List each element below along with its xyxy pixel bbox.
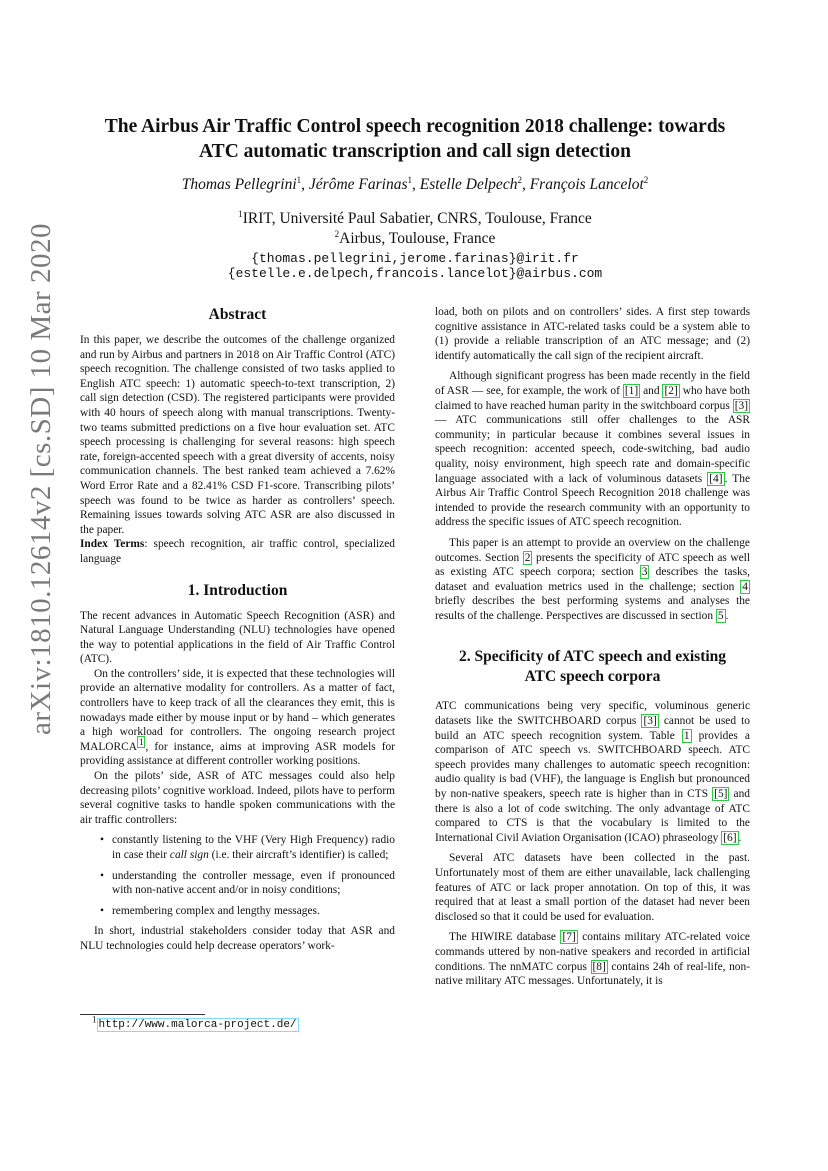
author-affiliation-mark: 2 bbox=[517, 174, 522, 185]
author-name: Thomas Pellegrini bbox=[181, 176, 297, 193]
section-link[interactable]: 2 bbox=[524, 551, 531, 564]
affiliation-number: 2 bbox=[334, 228, 340, 239]
affiliation-text: Airbus, Toulouse, France bbox=[339, 230, 496, 247]
bullet-emphasis: call sign bbox=[169, 849, 209, 861]
text-run: . bbox=[738, 831, 742, 844]
text-run: cannot be used to build an ATC speech recognition system. Table bbox=[435, 715, 750, 742]
author-affiliation-mark: 2 bbox=[643, 174, 649, 185]
section-2-paragraph-2: Several ATC datasets have been collected in the past. Unfortunately most of them are either unavailable, lack challenging features of ATC or lack proper annotation. On top of this, it was required that at least a small portion of the dataset had never been disclosed so that it could be used for evaluation. bbox=[435, 852, 750, 923]
paper-title bbox=[80, 114, 750, 164]
author-name: Jérôme Farinas bbox=[308, 176, 408, 193]
text-run: ATC communications being very specific, voluminous generic datasets like the SWITCHBOARD corpus bbox=[435, 700, 750, 728]
section-2-heading-line-2: ATC speech corpora bbox=[524, 668, 661, 686]
affiliation-1 bbox=[80, 210, 750, 228]
text-run: Although significant progress has been made recently in the field of ASR — see, for example, the work of bbox=[435, 370, 750, 397]
section-link[interactable]: 3 bbox=[641, 566, 648, 579]
text-run: . bbox=[725, 609, 729, 622]
right-paragraph-3 bbox=[435, 536, 750, 624]
footnote-url-link[interactable]: http://www.malorca-project.de/ bbox=[98, 1019, 297, 1031]
citation-link[interactable]: [3] bbox=[734, 399, 748, 412]
title-line-1: The Airbus Air Traffic Control speech recognition 2018 challenge: towards bbox=[104, 116, 726, 137]
list-item: • remembering complex and lengthy messages. bbox=[112, 904, 395, 919]
text-run: This paper is an attempt to provide an overview on the challenge outcomes. Section bbox=[435, 536, 750, 564]
author-affiliation-mark: 1 bbox=[407, 174, 412, 185]
bullet-text: (i.e. their aircraft’s identifier) is called; bbox=[208, 849, 389, 861]
pilot-task-list bbox=[80, 833, 395, 918]
table-link[interactable]: 1 bbox=[683, 729, 690, 742]
intro-paragraph-3: On the pilots’ side, ASR of ATC messages could also help decreasing pilots’ cognitive workload. Indeed, pilots have to perform several cognitive tasks to handle spoken communications with the air traffic controllers: bbox=[80, 770, 395, 826]
section-1-heading: 1. Introduction bbox=[187, 581, 288, 599]
text-run: — ATC communications still offer challenges to the ASR community; in particular because it combines several issues in speech recognition: accented speech, code-switching, bad audio quality, noisy environment, high speech rate and domain-specific language associated with a lack of voluminous datasets bbox=[435, 414, 750, 485]
intro-paragraph-1: The recent advances in Automatic Speech Recognition (ASR) and Natural Language Understanding (NLU) technologies have opened the way to potential applications in the field of Air Traffic Control (ATC). bbox=[80, 609, 395, 666]
text-run: describes the tasks, dataset and evaluation metrics used in the challenge; section bbox=[435, 566, 750, 593]
section-link[interactable]: 4 bbox=[742, 580, 748, 593]
abstract-heading: Abstract bbox=[208, 306, 267, 323]
section-2-heading-line-1: 2. Specificity of ATC speech and existing bbox=[458, 648, 727, 666]
citation-link[interactable]: [3] bbox=[643, 715, 657, 728]
text-run: The HIWIRE database bbox=[449, 931, 561, 944]
section-2-paragraph-3 bbox=[435, 930, 750, 988]
section-link[interactable]: 5 bbox=[717, 609, 724, 622]
author-name: François Lancelot bbox=[529, 176, 644, 193]
index-terms-label: Index Terms bbox=[80, 538, 145, 551]
right-paragraph-1: load, both on pilots and on controllers’ sides. A first step towards cognitive assistance in ATC-related tasks could be a system able to (1) provide a reliable transcription of an ATC message; and (2) identify automatically the call sign of the recipient aircraft. bbox=[435, 306, 750, 362]
text-run: and there is also a lot of code switching. The only advantage of ATC compared to CTS is that the vocabulary is limited to the International Civil Aviation Organisation (ICAO) phraseology bbox=[435, 788, 751, 844]
citation-link[interactable]: [1] bbox=[624, 384, 639, 397]
text-run: and bbox=[640, 384, 663, 397]
text-run: presents the specificity of ATC speech as well as existing ATC speech corpora; section bbox=[435, 551, 750, 579]
citation-link[interactable]: [2] bbox=[664, 384, 678, 397]
author-affiliation-mark: 1 bbox=[296, 174, 302, 185]
affiliation-2 bbox=[80, 230, 750, 248]
footnote-mark[interactable]: 1 bbox=[138, 737, 144, 748]
author-separator: , bbox=[301, 176, 309, 193]
author-list bbox=[80, 176, 750, 194]
intro-p2-text-b: , for instance, aims at improving ASR models for providing assistance at different controller working positions. bbox=[80, 740, 395, 768]
index-terms-text: : speech recognition, air traffic control, specialized language bbox=[80, 538, 395, 565]
arxiv-sidebar-id: arXiv:1810.12614v2 [cs.SD] 10 Mar 2020 bbox=[25, 223, 57, 735]
index-terms bbox=[80, 537, 395, 566]
right-column bbox=[435, 305, 750, 989]
citation-link[interactable]: [7] bbox=[562, 931, 576, 944]
list-item: • understanding the controller message, even if pronounced with non-native accent and/or in noisy conditions; bbox=[112, 869, 395, 898]
section-2-heading bbox=[435, 647, 750, 687]
citation-link[interactable]: [8] bbox=[592, 960, 606, 973]
section-2-paragraph-1 bbox=[435, 699, 750, 845]
footnote-rule bbox=[80, 1014, 205, 1015]
text-run: who have both claimed to have reached human parity in the switchboard corpus bbox=[435, 384, 750, 412]
title-line-2: ATC automatic transcription and call sign detection bbox=[199, 141, 631, 162]
affiliation-number: 1 bbox=[238, 208, 243, 219]
email-line-2: {estelle.e.delpech,francois.lancelot}@airbus.com bbox=[227, 266, 603, 281]
bullet-text: constantly listening to the VHF (Very High Frequency) radio in case their bbox=[112, 834, 395, 861]
intro-paragraph-2 bbox=[80, 667, 395, 769]
citation-link[interactable]: [4] bbox=[709, 472, 723, 485]
text-run: contains military ATC-related voice commands uttered by non-native speakers and recorded in artificial conditions. The nnMATC corpus bbox=[435, 931, 750, 973]
left-column bbox=[80, 305, 395, 954]
footnote-number: 1 bbox=[92, 1014, 97, 1025]
footnote bbox=[92, 1014, 299, 1031]
abstract-text: In this paper, we describe the outcomes of the challenge organized and run by Airbus and partners in 2018 on Air Traffic Control (ATC) speech recognition. The challenge consisted of two tasks applied to English ATC speech: 1) automatic speech-to-text transcription, 2) call sign detection (CSD). The registered participants were provided with 40 hours of speech along with manual transcriptions. Twenty-two teams submitted predictions on a five hour evaluation set. ATC speech processing is challenging for several reasons: high speech rate, foreign-accented speech with a great diversity of accents, noisy communication channels. The best ranked team achieved a 7.62% Word Error Rate and a 82.41% CSD F1-score. Transcribing pilots’ speech was found to be twice as harder as controllers’ speech. Remaining issues towards solving ATC ASR are also discussed in the paper. bbox=[80, 334, 395, 536]
list-item bbox=[112, 833, 395, 862]
author-name: Estelle Delpech bbox=[419, 176, 518, 193]
text-run: . The Airbus Air Traffic Control Speech Recognition 2018 challenge was intended to provide the research community with an opportunity to address the specific issues of ATC speech recognition. bbox=[435, 472, 751, 529]
email-line-1: {thomas.pellegrini,jerome.farinas}@irit.fr bbox=[251, 251, 579, 266]
intro-paragraph-4: In short, industrial stakeholders consider today that ASR and NLU technologies could help decrease operators’ work- bbox=[80, 925, 395, 952]
right-paragraph-2 bbox=[435, 369, 750, 530]
text-run: contains 24h of real-life, non-native military ATC messages. Unfortunately, it is bbox=[435, 960, 750, 988]
text-run: briefly describes the best performing systems and analyses the results of the challenge. Perspectives are discussed in section bbox=[435, 595, 750, 622]
citation-link[interactable]: [6] bbox=[723, 831, 737, 844]
author-separator: , bbox=[521, 176, 530, 193]
affiliation-text: IRIT, Université Paul Sabatier, CNRS, Toulouse, France bbox=[242, 210, 592, 227]
intro-p2-text-a: On the controllers’ side, it is expected that these technologies will provide an alternative modality for controllers. As a matter of fact, controllers have to keep track of all the clearances they emit, this is nowadays made either by mouse input or by hand – which generates a high workload for controllers. The ongoing research project MALORCA bbox=[80, 667, 395, 753]
citation-link[interactable]: [5] bbox=[714, 788, 728, 801]
author-separator: , bbox=[412, 176, 420, 193]
text-run: provides a comparison of ATC speech vs. SWITCHBOARD speech. ATC speech provides many challenges to automatic speech recognition: audio quality is bad (VHF), the language is English but pronounced by non-native speakers, speech rate is higher than in CTS bbox=[435, 729, 750, 801]
